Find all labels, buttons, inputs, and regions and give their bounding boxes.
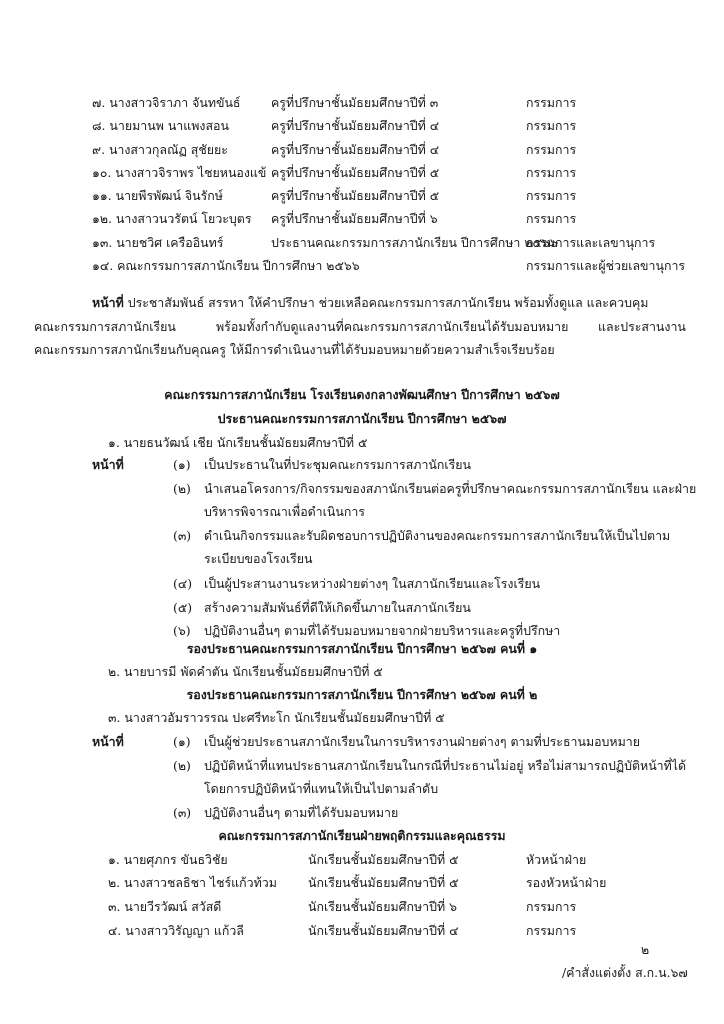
duty-number: (๕) [173,600,193,615]
member-name: ๑๔. คณะกรรมการสภานักเรียน ปีการศึกษา ๒๕๖๖ [92,258,360,273]
duty-text: ปฏิบัติหน้าที่แทนประธานสภานักเรียนในกรณีที่ประธานไม่อยู่ หรือไม่สามารถปฏิบัติหน้าที่ได้ [204,758,687,773]
member-role: ครูที่ปรึกษาชั้นมัธยมศึกษาปีที่ ๔ [271,118,440,133]
member-name: ๒. นางสาวชลธิชา ไชร์แก้วท้วม [108,875,277,890]
heading-behavior: คณะกรรมการสภานักเรียนฝ่ายพฤติกรรมและคุณธรรม [218,828,506,843]
duty-number: (๓) [173,528,192,543]
duty-number: (๔) [173,576,193,591]
vp1-name: ๒. นายบารมี พัดคำตัน นักเรียนชั้นมัธยมศึกษาปีที่ ๕ [108,664,383,679]
member-position: กรรมการ [526,188,577,203]
member-name: ๑. นายศุภกร ขันธวิชัย [108,852,228,867]
duty-text: ปฏิบัติงานอื่นๆ ตามที่ได้รับมอบหมายจากฝ่ายบริหารและครูที่ปรึกษา [204,623,561,638]
duty-line-1 [92,297,648,309]
member-role: ครูที่ปรึกษาชั้นมัธยมศึกษาปีที่ ๕ [271,188,440,203]
heading-council: คณะกรรมการสภานักเรียน โรงเรียนดงกลางพัฒนศึกษา ปีการศึกษา ๒๕๖๗ [164,387,560,402]
member-role: ประธานคณะกรรมการสภานักเรียน ปีการศึกษา ๒๕๖๖ [271,235,558,250]
member-role: นักเรียนชั้นมัธยมศึกษาปีที่ ๔ [308,923,459,938]
member-role: ครูที่ปรึกษาชั้นมัธยมศึกษาปีที่ ๖ [271,211,438,226]
duty-text: ระเบียบของโรงเรียน [204,551,313,566]
president-name: ๑. นายธนวัฒน์ เชีย นักเรียนชั้นมัธยมศึกษาปีที่ ๕ [108,435,368,450]
duty-number: (๒) [173,758,191,773]
member-name: ๑๐. นางสาวจิราพร ไชยหนองแข้ [92,165,267,180]
duty-text: โดยการปฏิบัติหน้าที่แทนให้เป็นไปตามลำดับ [204,781,439,796]
member-role: นักเรียนชั้นมัธยมศึกษาปีที่ ๕ [308,875,459,890]
duty-line-2a: คณะกรรมการสภานักเรียน [34,319,176,334]
member-role: นักเรียนชั้นมัธยมศึกษาปีที่ ๕ [308,852,459,867]
duty-text: นำเสนอโครงการ/กิจกรรมของสภานักเรียนต่อครูที่ปรึกษาคณะกรรมการสภานักเรียน และฝ่าย [204,481,697,496]
duty-number: (๓) [173,805,192,820]
member-position: รองหัวหน้าฝ่าย [526,875,607,890]
member-position: กรรมการ [526,211,577,226]
member-role: ครูที่ปรึกษาชั้นมัธยมศึกษาปีที่ ๕ [271,165,440,180]
heading-president: ประธานคณะกรรมการสภานักเรียน ปีการศึกษา ๒๕๖๗ [217,411,507,426]
duty-number: (๒) [173,481,191,496]
member-role: นักเรียนชั้นมัธยมศึกษาปีที่ ๖ [308,899,457,914]
member-position: กรรมการและผู้ช่วยเลขานุการ [526,258,686,273]
duty-line-3: คณะกรรมการสภานักเรียนกับคุณครู ให้มีการดำเนินงานที่ได้รับมอบหมายด้วยความสำเร็จเรียบร้อย [34,342,555,357]
duty-number: (๑) [173,734,191,749]
heading-vp2: รองประธานคณะกรรมการสภานักเรียน ปีการศึกษา ๒๕๖๗ คนที่ ๒ [186,687,538,702]
duty-text: ปฏิบัติงานอื่นๆ ตามที่ได้รับมอบหมาย [204,805,399,820]
duty-text: เป็นผู้ช่วยประธานสภานักเรียนในการบริหารงานฝ่ายต่างๆ ตามที่ประธานมอบหมาย [204,734,640,749]
member-role: ครูที่ปรึกษาชั้นมัธยมศึกษาปีที่ ๔ [271,142,440,157]
member-name: ๗. นางสาวจิราภา จันทขันธ์ [92,95,241,110]
member-position: หัวหน้าฝ่าย [526,852,587,867]
duty-label: หน้าที่ [92,295,124,310]
member-position: กรรมการ [526,95,577,110]
member-position: กรรมการและเลขานุการ [526,235,656,250]
member-name: ๓. นายวีรวัฒน์ สวัสดี [108,899,222,914]
member-name: ๑๒. นางสาวนวรัตน์ โยวะบุตร [92,211,252,226]
member-position: กรรมการ [526,165,577,180]
duty-text: ดำเนินกิจกรรมและรับผิดชอบการปฏิบัติงานของคณะกรรมการสภานักเรียนให้เป็นไปตาม [204,528,671,543]
member-name: ๑๓. นายชวิศ เครืออินทร์ [92,235,224,250]
member-name: ๔. นางสาววิรัญญา แก้วลี [108,923,244,938]
duty-number: (๑) [173,457,191,472]
member-role: ครูที่ปรึกษาชั้นมัธยมศึกษาปีที่ ๓ [271,95,439,110]
duty-text: เป็นประธานในที่ประชุมคณะกรรมการสภานักเรียน [204,457,471,472]
page-number: ๒ [641,942,650,957]
member-name: ๑๑. นายพีรพัฒน์ จินรักษ์ [92,188,223,203]
member-position: กรรมการ [526,923,577,938]
duty-text: บริหารพิจารณาเพื่อดำเนินการ [204,504,365,519]
duty-line-2b: พร้อมทั้งกำกับดูแลงานที่คณะกรรมการสภานักเรียนได้รับมอบหมาย [216,319,569,334]
member-position: กรรมการ [526,118,577,133]
duty-text: เป็นผู้ประสานงานระหว่างฝ่ายต่างๆ ในสภานักเรียนและโรงเรียน [204,576,541,591]
member-name: ๘. นายมานพ นาแพงสอน [92,118,229,133]
duty-line-2c: และประสานงาน [598,319,686,334]
member-position: กรรมการ [526,142,577,157]
heading-vp1: รองประธานคณะกรรมการสภานักเรียน ปีการศึกษา ๒๕๖๗ คนที่ ๑ [186,641,538,656]
footer-ref: /คำสั่งแต่งตั้ง ส.ก.น.๖๗ [562,965,688,980]
duty-text: สร้างความสัมพันธ์ที่ดีให้เกิดขึ้นภายในสภานักเรียน [204,600,471,615]
duty-number: (๖) [173,623,191,638]
vp2-name: ๓. นางสาวอัมราวรรณ ปะศรีทะโก นักเรียนชั้นมัธยมศึกษาปีที่ ๕ [108,710,445,725]
member-position: กรรมการ [526,899,577,914]
duty-text-1: ประชาสัมพันธ์ สรรหา ให้คำปรึกษา ช่วยเหลือคณะกรรมการสภานักเรียน พร้อมทั้งดูแล และควบคุม [127,295,649,310]
vp-duty-label: หน้าที่ [92,734,124,749]
member-name: ๙. นางสาวกุลณัฏ สุชัยยะ [92,142,228,157]
president-duty-label: หน้าที่ [92,457,124,472]
